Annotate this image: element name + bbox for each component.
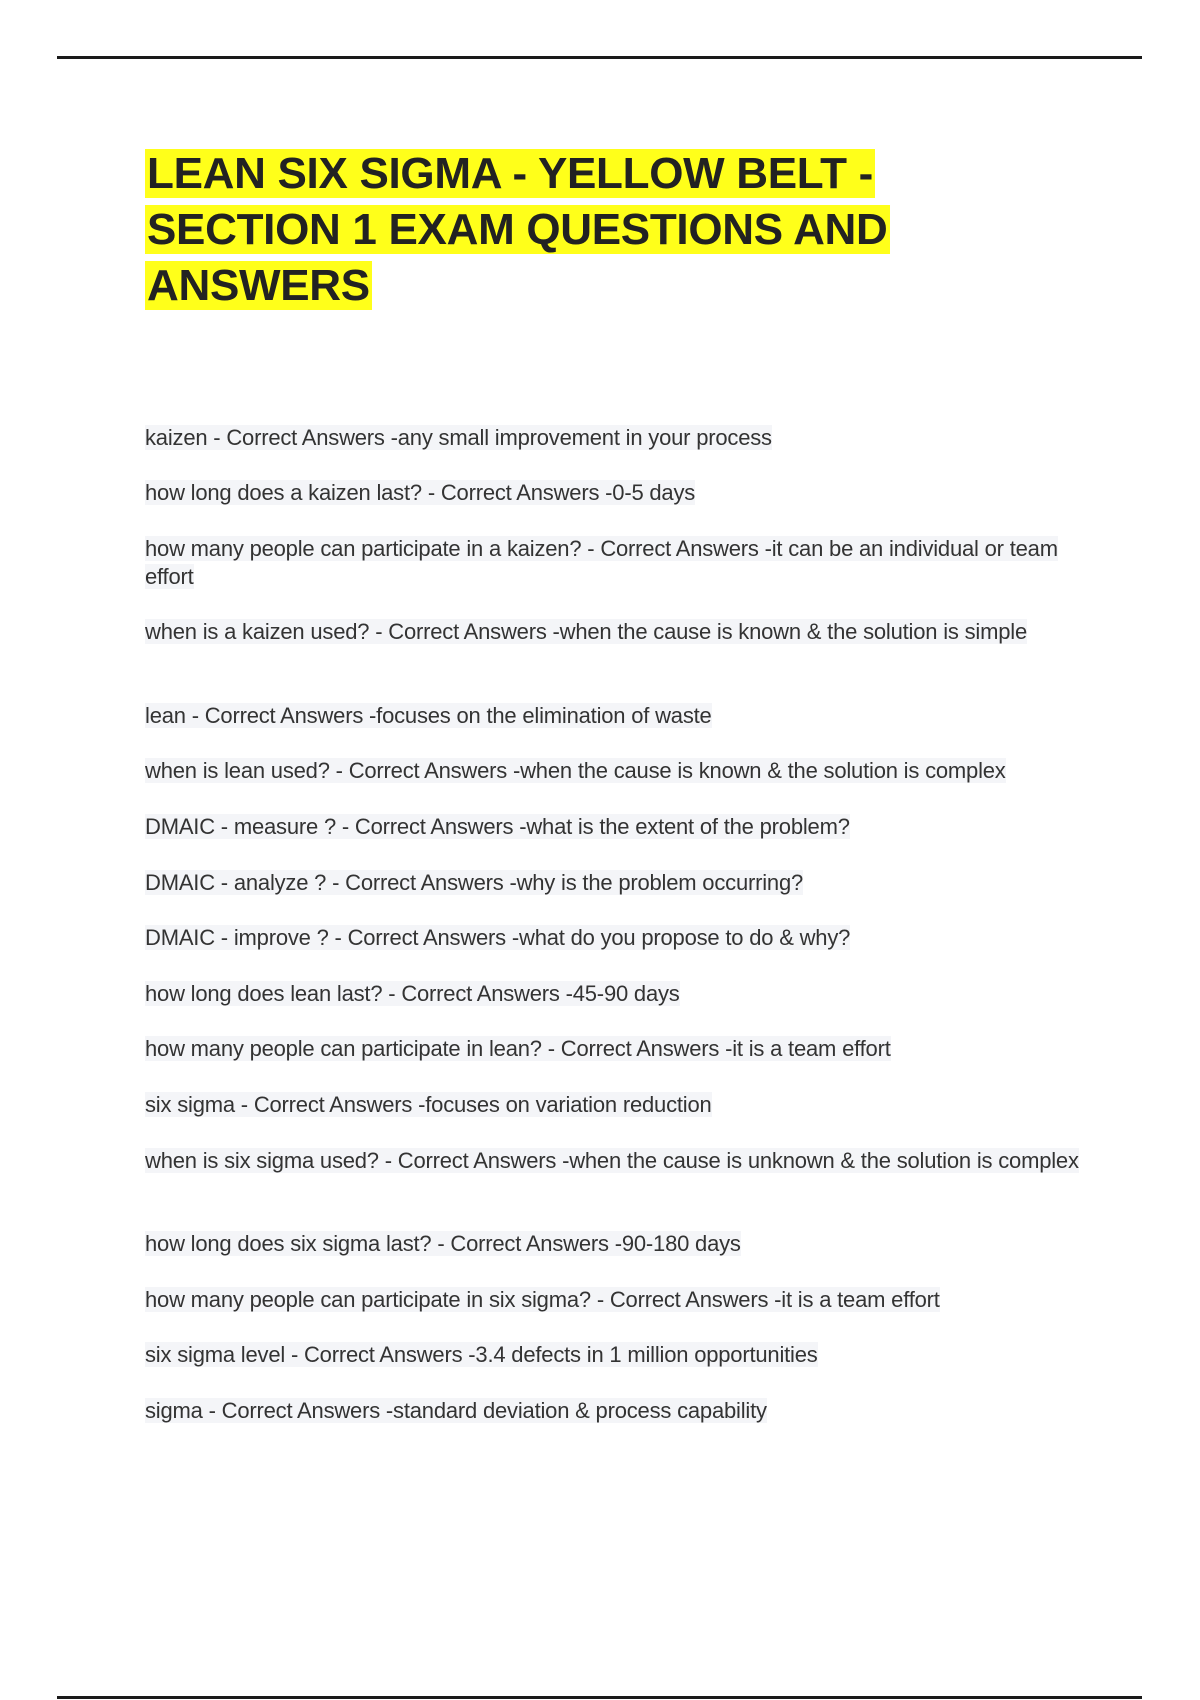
qa-item xyxy=(145,757,1085,785)
qa-text: six sigma - Correct Answers -focuses on variation reduction xyxy=(145,1092,712,1117)
qa-text: DMAIC - improve ? - Correct Answers -what do you propose to do & why? xyxy=(145,925,851,950)
qa-item xyxy=(145,980,1085,1008)
qa-text: how many people can participate in six sigma? - Correct Answers -it is a team effort xyxy=(145,1287,940,1312)
qa-item xyxy=(145,1286,1085,1314)
qa-text: kaizen - Correct Answers -any small improvement in your process xyxy=(145,425,772,450)
qa-item xyxy=(145,1230,1085,1258)
qa-item xyxy=(145,535,1085,591)
qa-text: how long does six sigma last? - Correct Answers -90-180 days xyxy=(145,1231,741,1256)
qa-text: how many people can participate in lean? - Correct Answers -it is a team effort xyxy=(145,1036,891,1061)
qa-item xyxy=(145,1091,1085,1119)
qa-item xyxy=(145,924,1085,952)
qa-item xyxy=(145,424,1085,452)
qa-text: lean - Correct Answers -focuses on the elimination of waste xyxy=(145,703,712,728)
qa-text: when is lean used? - Correct Answers -when the cause is known & the solution is complex xyxy=(145,758,1006,783)
qa-item xyxy=(145,618,1085,646)
qa-item xyxy=(145,1397,1085,1425)
qa-item xyxy=(145,1147,1085,1175)
qa-item xyxy=(145,702,1085,730)
qa-text: six sigma level - Correct Answers -3.4 defects in 1 million opportunities xyxy=(145,1342,818,1367)
qa-item xyxy=(145,1035,1085,1063)
document-title xyxy=(145,146,1045,314)
qa-item xyxy=(145,1341,1085,1369)
qa-text: DMAIC - analyze ? - Correct Answers -why is the problem occurring? xyxy=(145,870,804,895)
footer-rule xyxy=(57,1696,1142,1699)
qa-item xyxy=(145,479,1085,507)
qa-text: sigma - Correct Answers -standard deviation & process capability xyxy=(145,1398,767,1423)
qa-text: DMAIC - measure ? - Correct Answers -what is the extent of the problem? xyxy=(145,814,850,839)
qa-text: when is six sigma used? - Correct Answers -when the cause is unknown & the solution is complex xyxy=(145,1148,1079,1173)
qa-item xyxy=(145,869,1085,897)
qa-item xyxy=(145,813,1085,841)
qa-text: how long does lean last? - Correct Answers -45-90 days xyxy=(145,981,680,1006)
qa-text: how long does a kaizen last? - Correct Answers -0-5 days xyxy=(145,480,696,505)
qa-text: when is a kaizen used? - Correct Answers -when the cause is known & the solution is simple xyxy=(145,619,1027,644)
title-highlight: LEAN SIX SIGMA - YELLOW BELT - SECTION 1 EXAM QUESTIONS AND ANSWERS xyxy=(147,149,888,310)
header-rule xyxy=(57,56,1142,59)
qa-text: how many people can participate in a kaizen? - Correct Answers -it can be an individual or team effort xyxy=(145,536,1058,589)
